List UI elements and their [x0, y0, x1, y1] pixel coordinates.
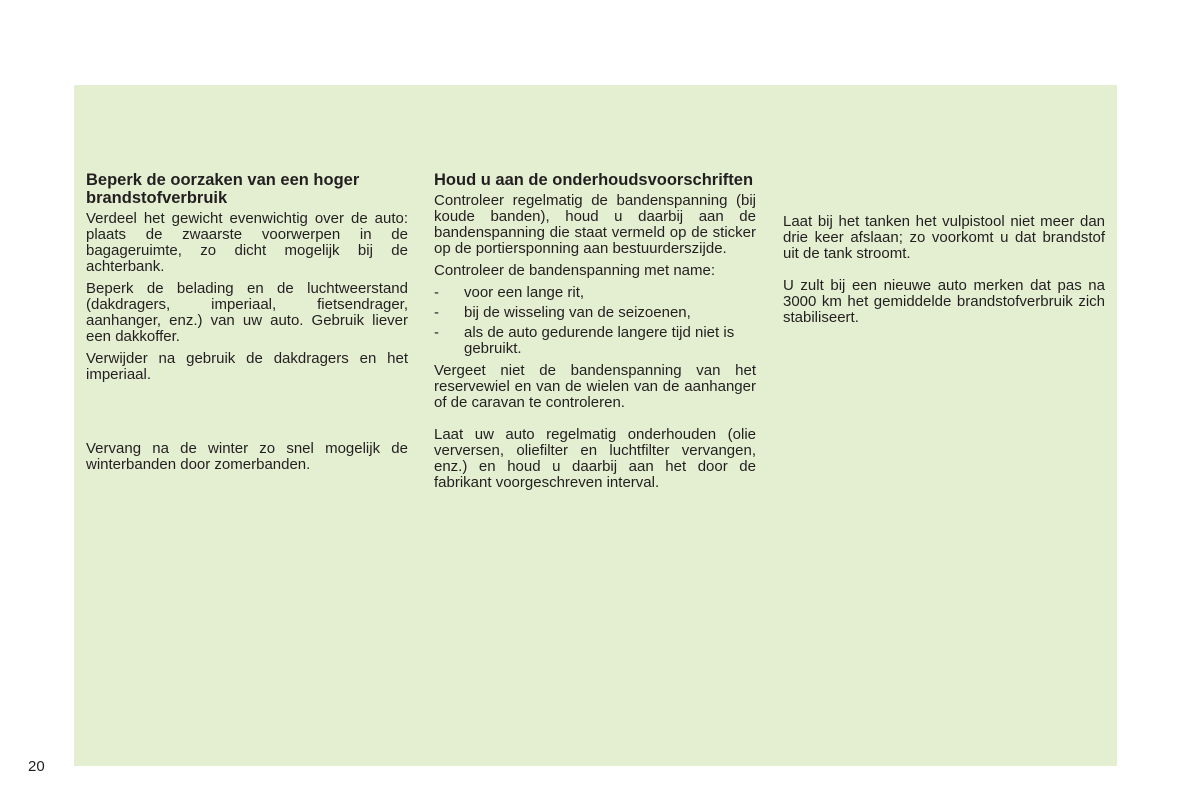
paragraph-new-car: U zult bij een nieuwe auto merken dat pas na 3000 km het gemiddelde brandstofverbruik zich stabiliseert. [783, 277, 1105, 326]
heading-fuel-consumption: Beperk de oorzaken van een hoger brandstofverbruik [86, 171, 360, 207]
heading-maintenance: Houd u aan de onderhoudsvoorschriften [434, 171, 754, 189]
paragraph-check-pressure: Controleer de bandenspanning met name: [434, 262, 716, 279]
paragraph-tyre-pressure: Controleer regelmatig de bandenspanning (bij koude banden), houd u daarbij aan de bandenspanning die staat vermeld op de sticker op de portiersponning aan bestuurderszijde. [434, 192, 756, 257]
paragraph-service: Laat uw auto regelmatig onderhouden (olie verversen, oliefilter en luchtfilter vervangen, enz.) en houd u daarbij aan het door de fabrikant voorgeschreven interval. [434, 426, 756, 491]
column-refuelling [783, 214, 1105, 332]
list-item: - als de auto gedurende langere tijd niet is gebruikt. [434, 324, 735, 357]
page-number: 20 [28, 758, 45, 775]
list-item: - bij de wisseling van de seizoenen, [434, 304, 691, 321]
pressure-check-list [434, 285, 756, 357]
paragraph-winter-tyres: Vervang na de winter zo snel mogelijk de winterbanden door zomerbanden. [86, 440, 408, 473]
column-fuel-consumption [86, 171, 408, 479]
list-item: - voor een lange rit, [434, 284, 585, 301]
paragraph-weight: Verdeel het gewicht evenwichtig over de auto: plaats de zwaarste voorwerpen in de bagageruimte, zo dicht mogelijk bij de achterbank. [86, 210, 408, 275]
paragraph-spare-wheel: Vergeet niet de bandenspanning van het reservewiel en van de wielen van de aanhanger of de caravan te controleren. [434, 362, 756, 411]
paragraph-roof-rack: Verwijder na gebruik de dakdragers en het imperiaal. [86, 350, 408, 383]
paragraph-refuelling: Laat bij het tanken het vulpistool niet meer dan drie keer afslaan; zo voorkomt u dat brandstof uit de tank stroomt. [783, 213, 1105, 262]
paragraph-load: Beperk de belading en de luchtweerstand (dakdragers, imperiaal, fietsendrager, aanhanger, enz.) van uw auto. Gebruik liever een dakkoffer. [86, 280, 408, 345]
column-maintenance [434, 171, 756, 497]
